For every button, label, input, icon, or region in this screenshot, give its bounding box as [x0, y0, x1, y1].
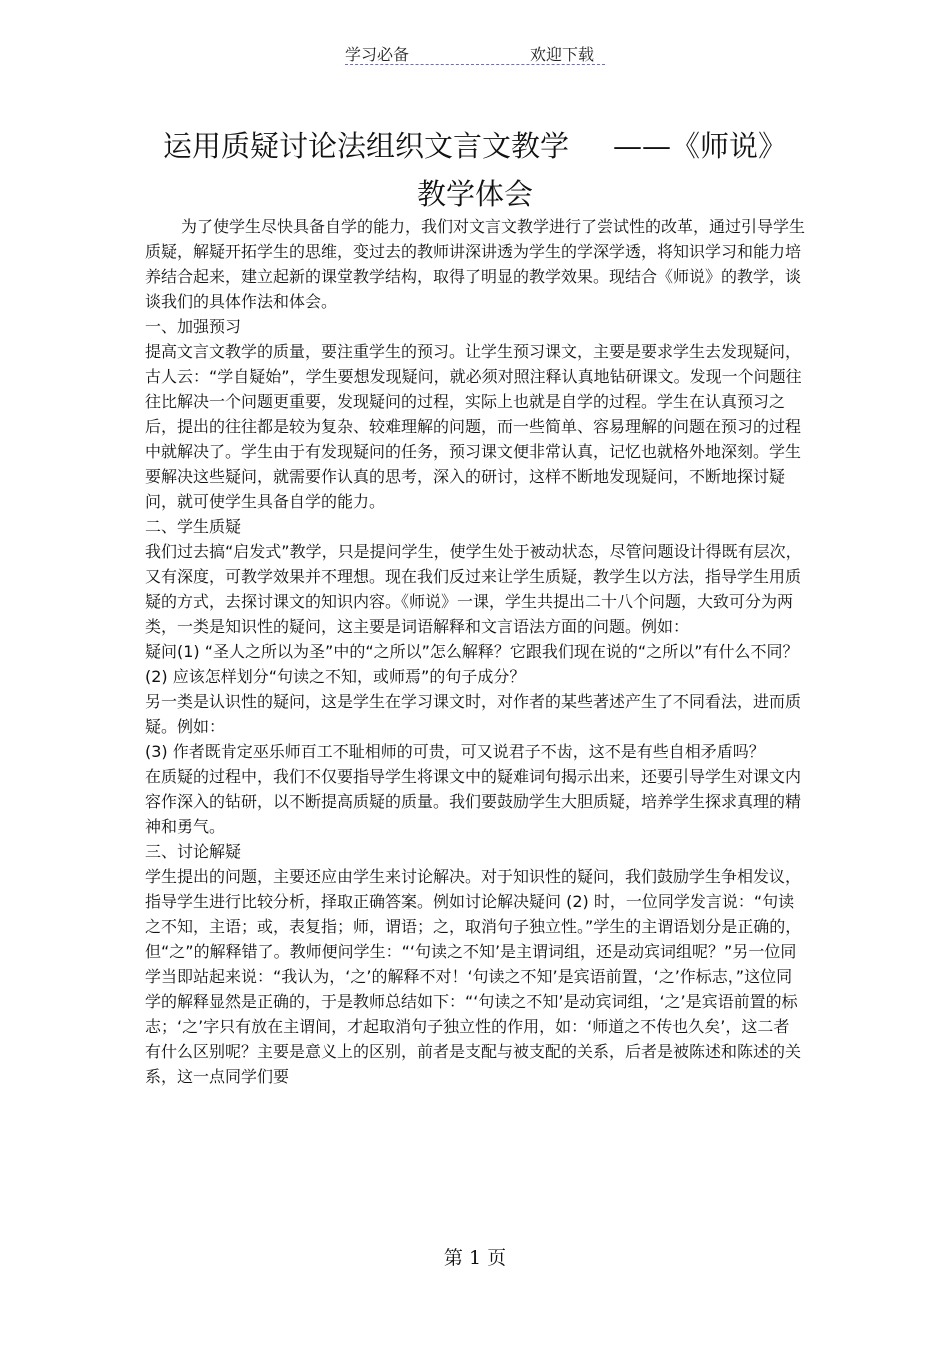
- paragraph: 学生提出的问题，主要还应由学生来讨论解决。对于知识性的疑问，我们鼓励学生争相发议，指导学生进行比较分析，择取正确答案。例如讨论解决疑问 (2) 时，一位同学发言说：“句读之不知，主语；或，表复指；师，谓语；之，取消句子独立性。”学生的主谓语划分是正确的，但“之”的解释错了。教师便问学生：“‘句读之不知’是主谓词组，还是动宾词组呢？”另一位同学当即站起来说：“我认为，‘之’的解释不对！‘句读之不知’是宾语前置，‘之’作标志，”这位同学的解释显然是正确的，于是教师总结如下：“‘句读之不知’是动宾词组，‘之’是宾语前置的标志；‘之’字只有放在主谓间，才起取消句子独立性的作用，如：‘师道之不传也久矣’，这二者有什么区别呢？主要是意义上的区别，前者是支配与被支配的关系，后者是被陈述和陈述的关系，这一点同学们要: [145, 867, 802, 1086]
- header-divider: [345, 64, 605, 65]
- title-main: 运用质疑讨论法组织文言文教学: [162, 129, 569, 163]
- document-body: [145, 214, 805, 1089]
- paragraph: 提高文言文教学的质量，要注重学生的预习。让学生预习课文，主要是要求学生去发现疑问，古人云：“学自疑始”，学生要想发现疑问，就必须对照注释认真地钻研课文。发现一个问题往往比解决一个问题更重要，发现疑问的过程，实际上也就是自学的过程。学生在认真预习之后，提出的往往都是较为复杂、较难理解的问题，而一些简单、容易理解的问题在预习的过程中就解决了。学生由于有发现疑问的任务，预习课文便非常认真，记忆也就格外地深刻。学生要解决这些疑问，就需要作认真的思考，深入的研讨，这样不断地发现疑问，不断地探讨疑问，就可使学生具备自学的能力。: [145, 342, 802, 511]
- header-left-text: 学习必备: [345, 45, 410, 64]
- paragraph: 另一类是认识性的疑问，这是学生在学习课文时，对作者的某些著述产生了不同看法，进而质疑。例如：: [145, 692, 802, 736]
- paragraph: 在质疑的过程中，我们不仅要指导学生将课文中的疑难词句揭示出来，还要引导学生对课文内容作深入的钻研，以不断提高质疑的质量。我们要鼓励学生大胆质疑，培养学生探求真理的精神和勇气。: [145, 767, 802, 836]
- document-title: [0, 124, 950, 165]
- section-heading-2: 二、学生质疑: [145, 517, 242, 536]
- question-3: (3) 作者既肯定巫乐师百工不耻相师的可贵，可又说君子不齿，这不是有些自相矛盾吗？: [145, 742, 765, 761]
- document-title-line2: 教学体会: [416, 177, 533, 211]
- section-heading-3: 三、讨论解疑: [145, 842, 242, 861]
- section-heading-1: 一、加强预习: [145, 317, 242, 336]
- question-2: (2) 应该怎样划分“句读之不知，或师焉”的句子成分？: [145, 667, 526, 686]
- question-1: 疑问(1) “圣人之所以为圣”中的“之所以”怎么解释？它跟我们现在说的“之所以”有什么不同？: [145, 642, 799, 661]
- title-subtitle: ——《师说》: [613, 129, 788, 163]
- page-number: 第 1 页: [443, 1247, 507, 1269]
- page-header: [345, 38, 605, 66]
- paragraph-intro: 为了使学生尽快具备自学的能力，我们对文言文教学进行了尝试性的改革，通过引导学生质疑，解疑开拓学生的思维，变过去的教师讲深讲透为学生的学深学透，将知识学习和能力培养结合起来，建立起新的课堂教学结构，取得了明显的教学效果。现结合《师说》的教学，谈谈我们的具体作法和体会。: [145, 217, 806, 311]
- header-right-text: 欢迎下载: [530, 45, 595, 64]
- paragraph: 我们过去搞“启发式”教学，只是提问学生，使学生处于被动状态，尽管问题设计得既有层次，又有深度，可教学效果并不理想。现在我们反过来让学生质疑，教学生以方法，指导学生用质疑的方式，去探讨课文的知识内容。《师说》一课，学生共提出二十八个问题，大致可分为两类，一类是知识性的疑问，这主要是词语解释和文言语法方面的问题。例如：: [145, 542, 802, 636]
